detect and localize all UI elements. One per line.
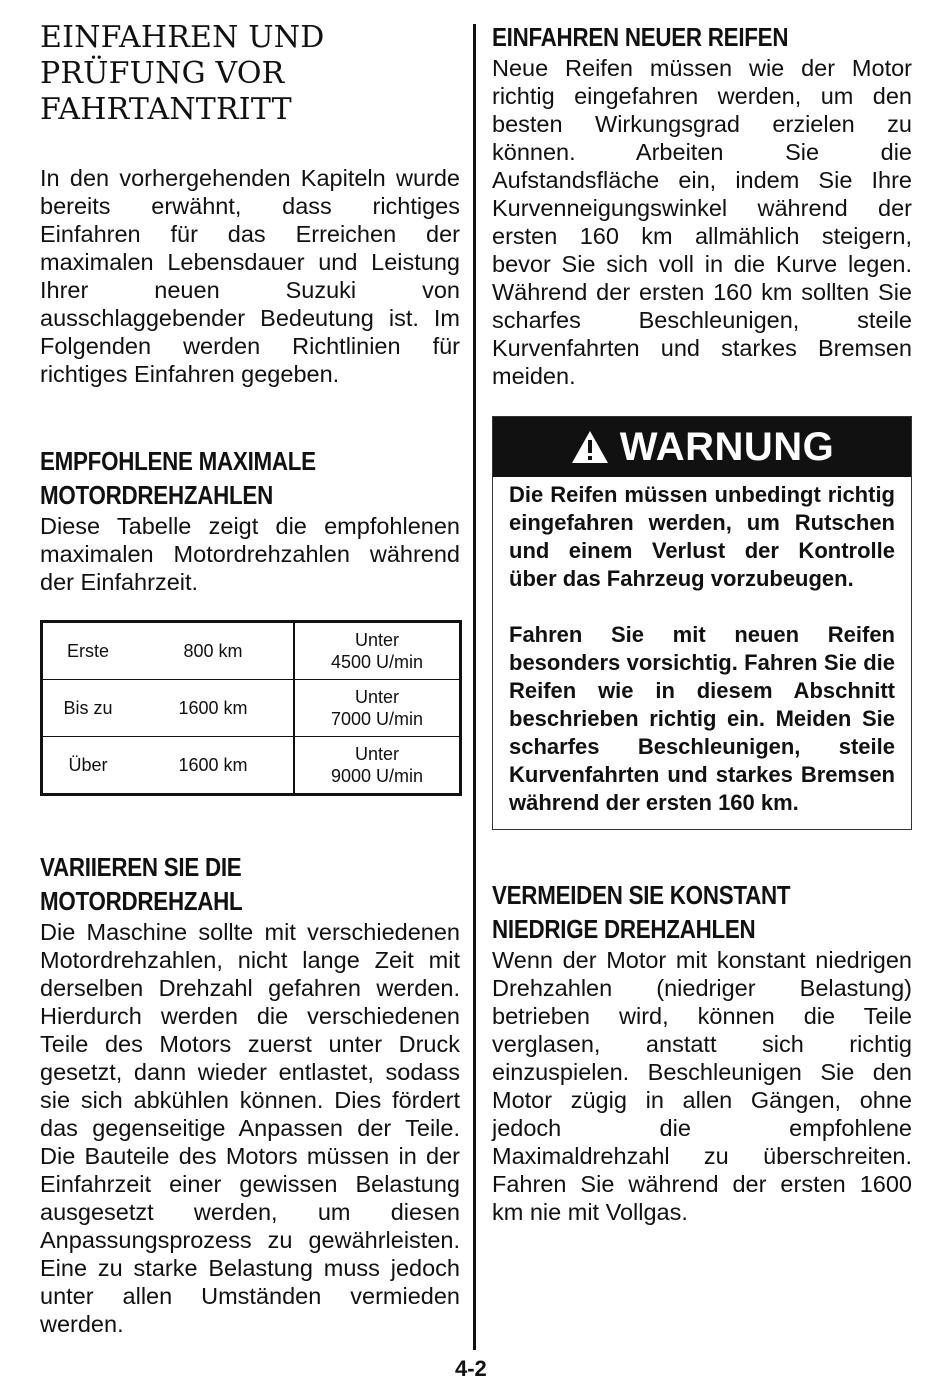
recommended-rpm-paragraph: Diese Tabelle zeigt die empfohlenen maximalen Motordrehzahlen während der Einfahrzeit.: [40, 513, 460, 595]
avoid-low-rpm-paragraph: Wenn der Motor mit konstant niedrigen Drehzahlen (niedriger Belastung) betrieben wird, können die Teile verglasen, anstatt sich richtig einzuspielen. Beschleunigen Sie den Motor zügig in allen Gängen, ohne jedoch die empfohlene Maximaldrehzahl zu überschreiten. Fahren Sie während der ersten 1600 km nie mit Vollgas.: [492, 947, 912, 1225]
warning-box: [492, 416, 912, 830]
vary-rpm-paragraph: Die Maschine sollte mit verschiedenen Motordrehzahlen, nicht lange Zeit mit derselben Drehzahl gefahren werden. Hierdurch werden die verschiedenen Teile des Motors zuerst unter Druck gesetzt, dann wieder entlastet, sodass sie sich abkühlen können. Dies fördert das gegenseitige Anpassen der Teile. Die Bauteile des Motors müssen in der Einfahrzeit einer gewissen Belastung ausgesetzt werden, um diesen Anpassungsprozess zu gewährleisten. Eine zu starke Belastung muss jedoch unter allen Umständen vermieden werden.: [40, 919, 460, 1337]
heading-line: EMPFOHLENE MAXIMALE: [40, 446, 316, 476]
warning-header: [493, 417, 911, 477]
rpm-line: Unter: [354, 744, 399, 764]
row-distance: 1600 km: [133, 680, 294, 737]
heading-line: MOTORDREHZAHL: [40, 886, 243, 916]
heading-avoid-low-rpm: [492, 878, 912, 946]
rpm-line: Unter: [354, 630, 399, 650]
rpm-line: Unter: [354, 687, 399, 707]
rpm-line: 7000 U/min: [330, 709, 424, 729]
heading-line: VARIIEREN SIE DIE: [40, 852, 242, 882]
warning-body: [493, 477, 911, 829]
right-column: [492, 20, 912, 1226]
warning-triangle-icon: [570, 429, 610, 465]
table-row: [42, 680, 461, 737]
table-row: [42, 622, 461, 680]
row-rpm: [294, 680, 461, 737]
heading-vary-rpm: [40, 850, 460, 918]
page-number: 4-2: [455, 1356, 487, 1381]
page-title: EINFAHREN UND PRÜFUNG VOR FAHRTANTRITT: [40, 20, 325, 127]
warning-paragraph: Die Reifen müssen unbedingt richtig eingefahren werden, um Rutschen und einem Verlust der Kontrolle über das Fahrzeug vorzubeugen.: [509, 482, 895, 591]
heading-line: VERMEIDEN SIE KONSTANT: [492, 880, 791, 910]
heading-line: NIEDRIGE DREHZAHLEN: [492, 914, 756, 944]
heading-new-tires: [492, 20, 912, 54]
table-row: [42, 737, 461, 795]
intro-paragraph: In den vorhergehenden Kapiteln wurde bereits erwähnt, dass richtiges Einfahren für das Erreichen der maximalen Lebensdauer und Leistung Ihrer neuen Suzuki von ausschlaggebender Bedeutung ist. Im Folgenden werden Richtlinien für richtiges Einfahren gegeben.: [40, 165, 460, 387]
row-rpm: [294, 737, 461, 795]
left-column: [40, 20, 460, 1338]
row-distance: 1600 km: [133, 737, 294, 795]
heading-line: MOTORDREHZAHLEN: [40, 480, 273, 510]
warning-paragraph: Fahren Sie mit neuen Reifen besonders vorsichtig. Fahren Sie die Reifen wie in diesem Abschnitt beschrieben richtig ein. Meiden Sie scharfes Beschleunigen, steile Kurvenfahrten und starkes Bremsen während der ersten 160 km.: [509, 622, 895, 815]
heading-recommended-max-rpm: [40, 444, 460, 512]
column-divider: [473, 24, 476, 1350]
heading-line: EINFAHREN NEUER REIFEN: [492, 22, 789, 52]
warning-title: WARNUNG: [619, 424, 835, 469]
rpm-line: 9000 U/min: [330, 766, 424, 786]
rpm-table: [40, 620, 462, 796]
rpm-line: 4500 U/min: [330, 652, 424, 672]
row-label: Bis zu: [42, 680, 134, 737]
new-tires-paragraph: Neue Reifen müssen wie der Motor richtig eingefahren werden, um den besten Wirkungsgrad erzielen zu können. Arbeiten Sie die Aufstandsfläche ein, indem Sie Ihre Kurvenneigungswinkel während der ersten 160 km allmählich steigern, bevor Sie sich voll in die Kurve legen. Während der ersten 160 km sollten Sie scharfes Beschleunigen, steile Kurvenfahrten und starkes Bremsen meiden.: [492, 55, 912, 389]
row-distance: 800 km: [133, 622, 294, 680]
row-label: Über: [42, 737, 134, 795]
row-label: Erste: [66, 640, 109, 661]
row-rpm: [294, 622, 461, 680]
